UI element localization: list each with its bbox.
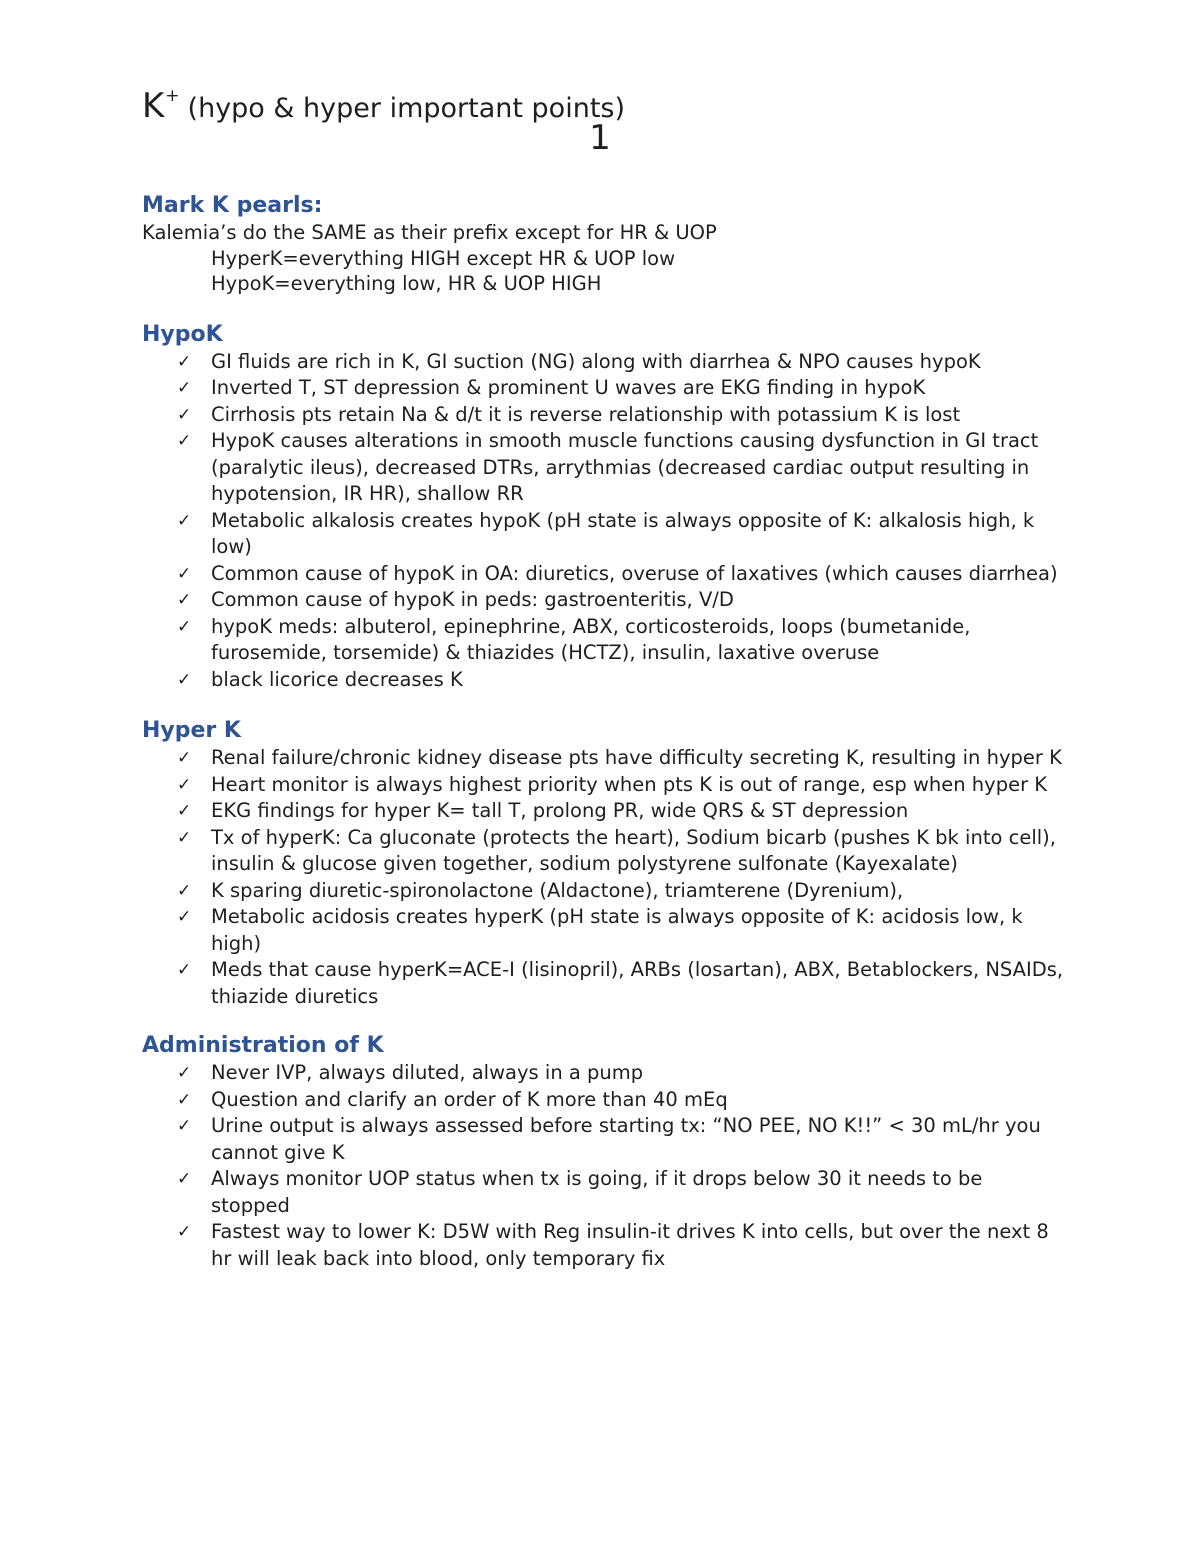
title-symbol: K [142, 86, 165, 126]
check-mark-icon: ✓ [177, 1089, 192, 1110]
check-mark-icon: ✓ [177, 880, 192, 901]
list-item: ✓ HypoK causes alterations in smooth muscle functions causing dysfunction in GI tract (paralytic ileus), decreased DTRs, arrythmias (decreased cardiac output resulting in hypotension, IR HR), shallow RR [177, 429, 1039, 505]
check-mark-icon: ✓ [177, 827, 192, 848]
check-mark-icon: ✓ [177, 960, 192, 980]
check-mark-icon: ✓ [177, 404, 192, 425]
document-title [142, 76, 1072, 126]
check-mark-icon: ✓ [177, 1116, 192, 1136]
check-mark-icon: ✓ [177, 563, 192, 584]
title-text: (hypo & hyper important points) [187, 93, 626, 124]
list-item: ✓ EKG findings for hyper K= tall T, prolong PR, wide QRS & ST depression [142, 798, 1072, 825]
check-mark-icon: ✓ [177, 590, 192, 610]
check-mark-icon: ✓ [177, 1222, 192, 1242]
check-mark-icon: ✓ [177, 801, 192, 821]
check-mark-icon: ✓ [177, 510, 192, 531]
document-page [142, 76, 1072, 1272]
check-mark-icon: ✓ [177, 616, 192, 637]
check-mark-icon: ✓ [177, 907, 192, 927]
title-superscript: + [165, 86, 180, 106]
check-mark-icon: ✓ [177, 378, 192, 398]
check-mark-icon: ✓ [177, 669, 192, 690]
pearls-heading: Mark K pearls: [142, 193, 323, 218]
administration-list [142, 1060, 1072, 1272]
list-item: ✓ Renal failure/chronic kidney disease pts have difficulty secreting K, resulting in hyper K [142, 745, 1072, 772]
list-item: ✓ Heart monitor is always highest priority when pts K is out of range, esp when hyper K [142, 772, 1072, 799]
hypok-list [142, 349, 1072, 694]
pearls-line-1: Kalemia’s do the SAME as their prefix except for HR & UOP [142, 221, 717, 244]
list-item: ✓ Tx of hyperK: Ca gluconate (protects the heart), Sodium bicarb (pushes K bk into cell), insulin & glucose given together, sodium polystyrene sulfonate (Kayexalate) [177, 825, 1056, 875]
list-item: ✓ Question and clarify an order of K more than 40 mEq [142, 1087, 1072, 1114]
list-item: ✓ Inverted T, ST depression & prominent U waves are EKG finding in hypoK [142, 375, 1072, 402]
list-item: ✓ Common cause of hypoK in OA: diuretics, overuse of laxatives (which causes diarrhea) [142, 561, 1072, 588]
list-item: ✓ Fastest way to lower K: D5W with Reg insulin-it drives K into cells, but over the next 8 hr will leak back into blood, only temporary fix [177, 1220, 1049, 1270]
check-mark-icon: ✓ [177, 431, 192, 451]
check-mark-icon: ✓ [177, 1063, 192, 1083]
list-item: ✓ Urine output is always assessed before starting tx: “NO PEE, NO K!!” < 30 mL/hr you cannot give K [177, 1114, 1041, 1164]
hyperk-heading: Hyper K [142, 718, 241, 743]
pearls-line-2: HyperK=everything HIGH except HR & UOP low [211, 246, 676, 270]
list-item: ✓ Common cause of hypoK in peds: gastroenteritis, V/D [142, 587, 1072, 614]
check-mark-icon: ✓ [177, 774, 192, 795]
administration-heading: Administration of K [142, 1033, 384, 1058]
list-item: ✓ GI fluids are rich in K, GI suction (NG) along with diarrhea & NPO causes hypoK [142, 349, 1072, 376]
hypok-heading: HypoK [142, 321, 223, 347]
list-item: ✓ Always monitor UOP status when tx is going, if it drops below 30 it needs to be stopped [177, 1167, 983, 1217]
list-item: ✓ K sparing diuretic-spironolactone (Aldactone), triamterene (Dyrenium), [142, 878, 1072, 905]
list-item: ✓ Never IVP, always diluted, always in a pump [142, 1060, 1072, 1087]
check-mark-icon: ✓ [177, 1169, 192, 1189]
list-item: ✓ hypoK meds: albuterol, epinephrine, ABX, corticosteroids, loops (bumetanide, furosemide, torsemide) & thiazides (HCTZ), insulin, laxative overuse [177, 614, 971, 664]
check-mark-icon: ✓ [177, 748, 192, 768]
list-item: ✓ Meds that cause hyperK=ACE-I (lisinopril), ARBs (losartan), ABX, Betablockers, NSAIDs, thiazide diuretics [177, 958, 1064, 1008]
list-item: ✓ Cirrhosis pts retain Na & d/t it is reverse relationship with potassium K is lost [142, 402, 1072, 429]
hyperk-list [142, 745, 1072, 1010]
list-item: ✓ Metabolic acidosis creates hyperK (pH state is always opposite of K: acidosis low, k high) [177, 905, 1023, 955]
check-mark-icon: ✓ [177, 351, 192, 372]
list-item: ✓ Metabolic alkalosis creates hypoK (pH state is always opposite of K: alkalosis high, k low) [177, 508, 1035, 558]
list-item: ✓ black licorice decreases K [142, 667, 1072, 694]
pearls-line-3: HypoK=everything low, HR & UOP HIGH [211, 272, 602, 295]
page-number: 1 [589, 118, 611, 158]
